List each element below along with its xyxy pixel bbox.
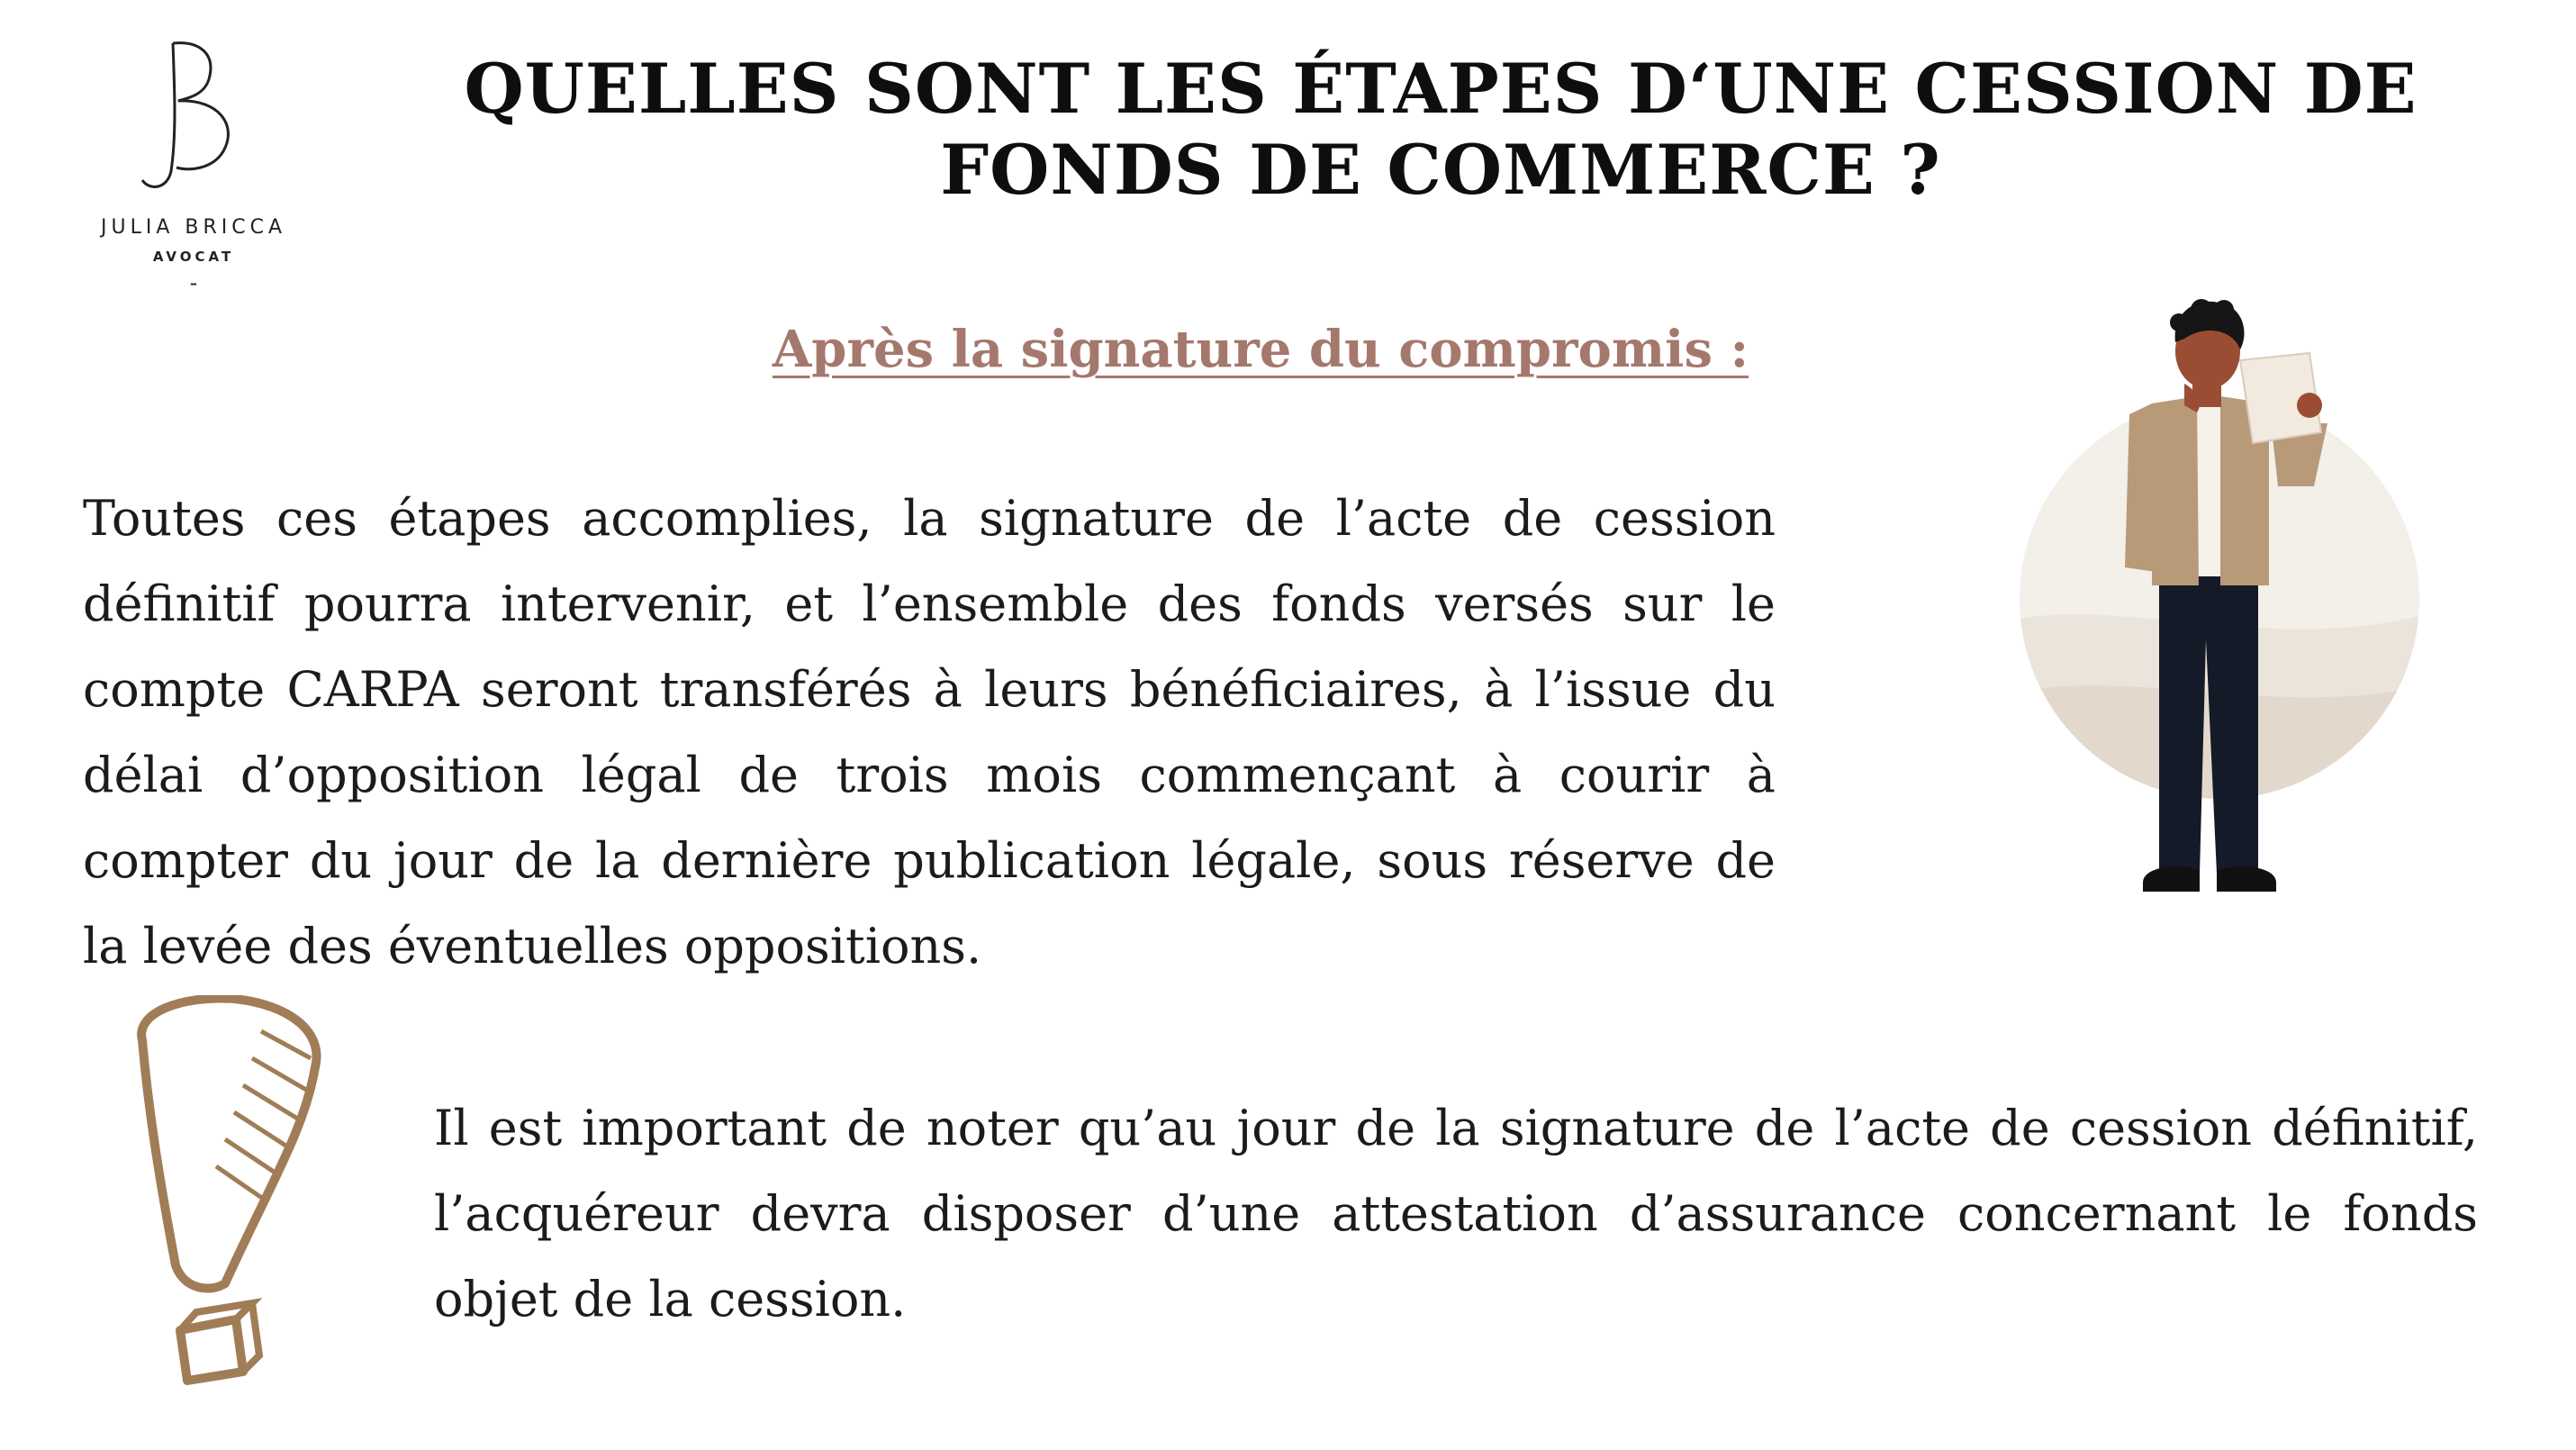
section-subtitle: Après la signature du compromis : — [772, 320, 1749, 379]
logo — [90, 36, 297, 306]
paragraph-main: Toutes ces étapes accomplies, la signature de l’acte de cession définitif pourra intervenir, et l’ensemble des fonds versés sur le compte CARPA seront transférés à leurs bénéficiaires, à l’issue du délai d’opposition légal de trois mois commençant à courir à compter du jour de la dernière publication légale, sous réserve de la levée des éventuelles oppositions. — [83, 490, 1776, 974]
man-reading-document-illustration — [2008, 297, 2431, 910]
logo-subtitle: AVOCAT — [152, 249, 235, 265]
page-title: QUELLES SONT LES ÉTAPES D‘UNE CESSION DE FONDS DE COMMERCE ? — [464, 49, 2418, 210]
exclamation-mark-icon — [126, 995, 333, 1400]
logo-monogram-icon — [137, 36, 254, 198]
logo-dash: - — [189, 270, 198, 295]
logo-name: JULIA BRICCA — [100, 216, 287, 239]
paragraph-note: Il est important de noter qu’au jour de la signature de l’acte de cession définitif, l’acquéreur devra disposer d’une attestation d’assurance concernant le fonds objet de la cession. — [434, 1100, 2478, 1328]
